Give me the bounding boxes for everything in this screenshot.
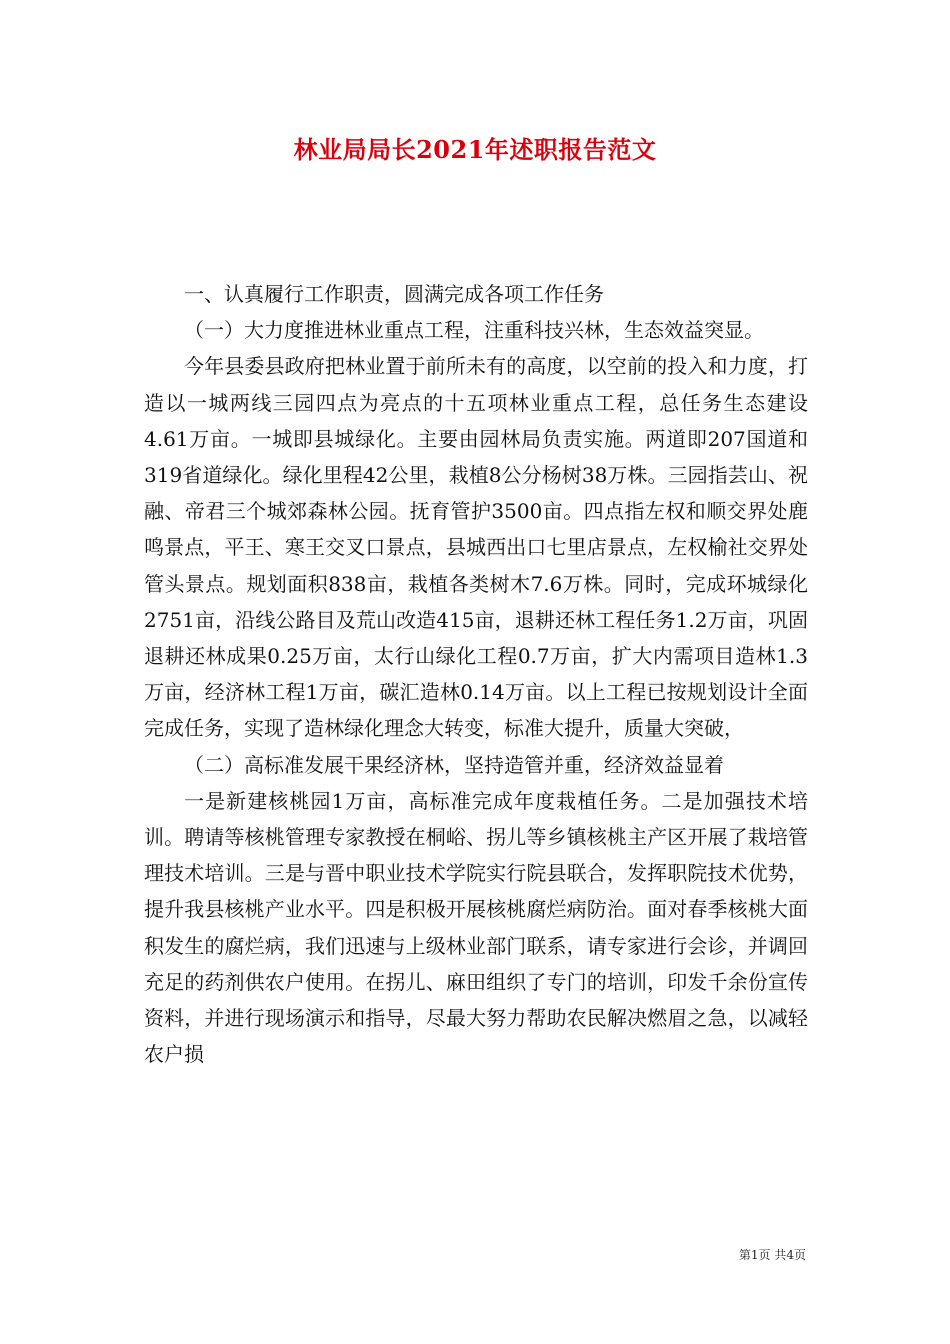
body-paragraph-1: 今年县委县政府把林业置于前所未有的高度，以空前的投入和力度，打造以一城两线三园四点为亮点的十五项林业重点工程，总任务生态建设4.61万亩。一城即县城绿化。主要由园林局负责实施。两道即207国道和319省道绿化。绿化里程42公里，栽植8公分杨树38万株。三园指芸山、祝融、帝君三个城郊森林公园。抚育管护3500亩。四点指左权和顺交界处鹿鸣景点，平王、寒王交叉口景点，县城西出口七里店景点，左权榆社交界处管头景点。规划面积838亩，栽植各类树木7.6万株。同时，完成环城绿化2751亩，沿线公路目及荒山改造415亩，退耕还林工程任务1.2万亩，巩固退耕还林成果0.25万亩，太行山绿化工程0.7万亩，扩大内需项目造林1.3万亩，经济林工程1万亩，碳汇造林0.14万亩。以上工程已按规划设计全面完成任务，实现了造林绿化理念大转变，标准大提升，质量大突破， [144,354,808,741]
subsection-heading-1: （一）大力度推进林业重点工程，注重科技兴林，生态效益突显。 [184,318,764,343]
page-number: 第1页 共4页 [738,1248,806,1262]
section-heading-1: 一、认真履行工作职责，圆满完成各项工作任务 [184,282,604,306]
document-title: 林业局局长2021年述职报告范文 [293,135,657,164]
body-paragraph-2: 一是新建核桃园1万亩，高标准完成年度栽植任务。二是加强技术培训。聘请等核桃管理专家教授在桐峪、拐儿等乡镇核桃主产区开展了栽培管理技术培训。三是与晋中职业技术学院实行院县联合，发挥职院技术优势，提升我县核桃产业水平。四是积极开展核桃腐烂病防治。面对春季核桃大面积发生的腐烂病，我们迅速与上级林业部门联系，请专家进行会诊，并调回充足的药剂供农户使用。在拐儿、麻田组织了专门的培训，印发千余份宣传资料，并进行现场演示和指导，尽最大努力帮助农民解决燃眉之急，以减轻农户损 [144,788,808,1067]
subsection-heading-2: （二）高标准发展干果经济林，坚持造管并重，经济效益显着 [184,752,724,777]
document-body [144,276,808,1072]
